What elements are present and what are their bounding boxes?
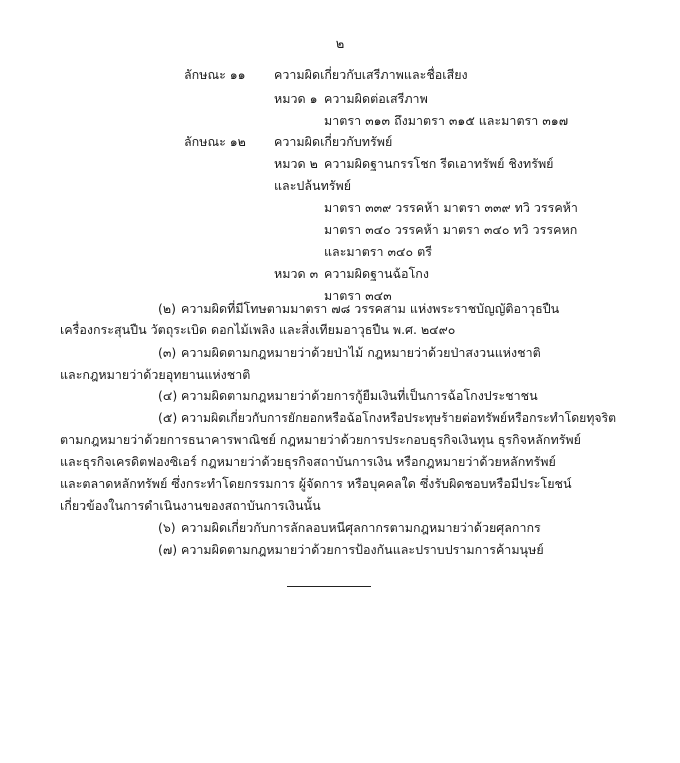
section-label: หมวด ๑ [274, 91, 318, 106]
item-number: (๗) [158, 542, 178, 557]
item-number: (๔) [158, 388, 178, 403]
section-articles: มาตรา ๓๑๓ ถึงมาตรา ๓๑๕ และมาตรา ๓๑๗ [324, 113, 569, 128]
section-articles: มาตรา ๓๔๓ [324, 288, 392, 303]
section-title-continued: และปล้นทรัพย์ [274, 178, 352, 193]
item-text: ความผิดเกี่ยวกับการลักลอบหนีศุลกากรตามกฎหมายว่าด้วยศุลกากร [181, 520, 541, 535]
section-title: ความผิดฐานฉ้อโกง [324, 266, 429, 281]
end-divider [287, 586, 371, 587]
category-title: ความผิดเกี่ยวกับเสรีภาพและชื่อเสียง [274, 67, 468, 82]
item-text: ความผิดที่มีโทษตามมาตรา ๗๘ วรรคสาม แห่งพระราชบัญญัติอาวุธปืน [181, 301, 560, 316]
item-number: (๖) [158, 520, 176, 535]
category-label: ลักษณะ ๑๒ [184, 134, 246, 149]
item-text: ความผิดตามกฎหมายว่าด้วยการกู้ยืมเงินที่เป็นการฉ้อโกงประชาชน [181, 388, 538, 403]
item-text: เกี่ยวข้องในการดำเนินงานของสถาบันการเงินนั้น [60, 498, 321, 513]
item-text: ความผิดตามกฎหมายว่าด้วยการป้องกันและปราบปรามการค้ามนุษย์ [181, 542, 544, 557]
item-number: (๕) [158, 410, 178, 425]
item-text: และธุรกิจเครดิตฟองซิเอร์ กฎหมายว่าด้วยธุรกิจสถาบันการเงิน หรือกฎหมายว่าด้วยหลักทรัพย์ [60, 454, 556, 469]
item-text: ความผิดเกี่ยวกับการยักยอกหรือฉ้อโกงหรือประทุษร้ายต่อทรัพย์หรือกระทำโดยทุจริต [181, 411, 617, 425]
item-text: เครื่องกระสุนปืน วัตถุระเบิด ดอกไม้เพลิง และสิ่งเทียมอาวุธปืน พ.ศ. ๒๔๙๐ [60, 322, 456, 337]
category-label: ลักษณะ ๑๑ [184, 67, 246, 82]
item-text: และกฎหมายว่าด้วยอุทยานแห่งชาติ [60, 367, 251, 382]
item-number: (๒) [158, 301, 176, 316]
section-articles: มาตรา ๓๔๐ วรรคห้า มาตรา ๓๔๐ ทวิ วรรคหก [324, 222, 578, 237]
category-title: ความผิดเกี่ยวกับทรัพย์ [274, 134, 393, 149]
section-articles: มาตรา ๓๓๙ วรรคห้า มาตรา ๓๓๙ ทวิ วรรคห้า [324, 200, 578, 215]
item-text: ความผิดตามกฎหมายว่าด้วยป่าไม้ กฎหมายว่าด้วยป่าสงวนแห่งชาติ [181, 345, 541, 360]
section-title: ความผิดต่อเสรีภาพ [324, 91, 428, 106]
item-text: ตามกฎหมายว่าด้วยการธนาคารพาณิชย์ กฎหมายว่าด้วยการประกอบธุรกิจเงินทุน ธุรกิจหลักทรัพย์ [60, 432, 581, 447]
section-articles: และมาตรา ๓๔๐ ตรี [324, 244, 432, 259]
item-number: (๓) [158, 345, 177, 360]
section-label: หมวด ๒ [274, 156, 318, 171]
page-number: ๒ [335, 37, 345, 52]
section-title: ความผิดฐานกรรโชก รีดเอาทรัพย์ ชิงทรัพย์ [324, 156, 554, 171]
section-label: หมวด ๓ [274, 266, 319, 281]
item-text: และตลาดหลักทรัพย์ ซึ่งกระทำโดยกรรมการ ผู้จัดการ หรือบุคคลใด ซึ่งรับผิดชอบหรือมีประโยชน์ [60, 476, 572, 491]
